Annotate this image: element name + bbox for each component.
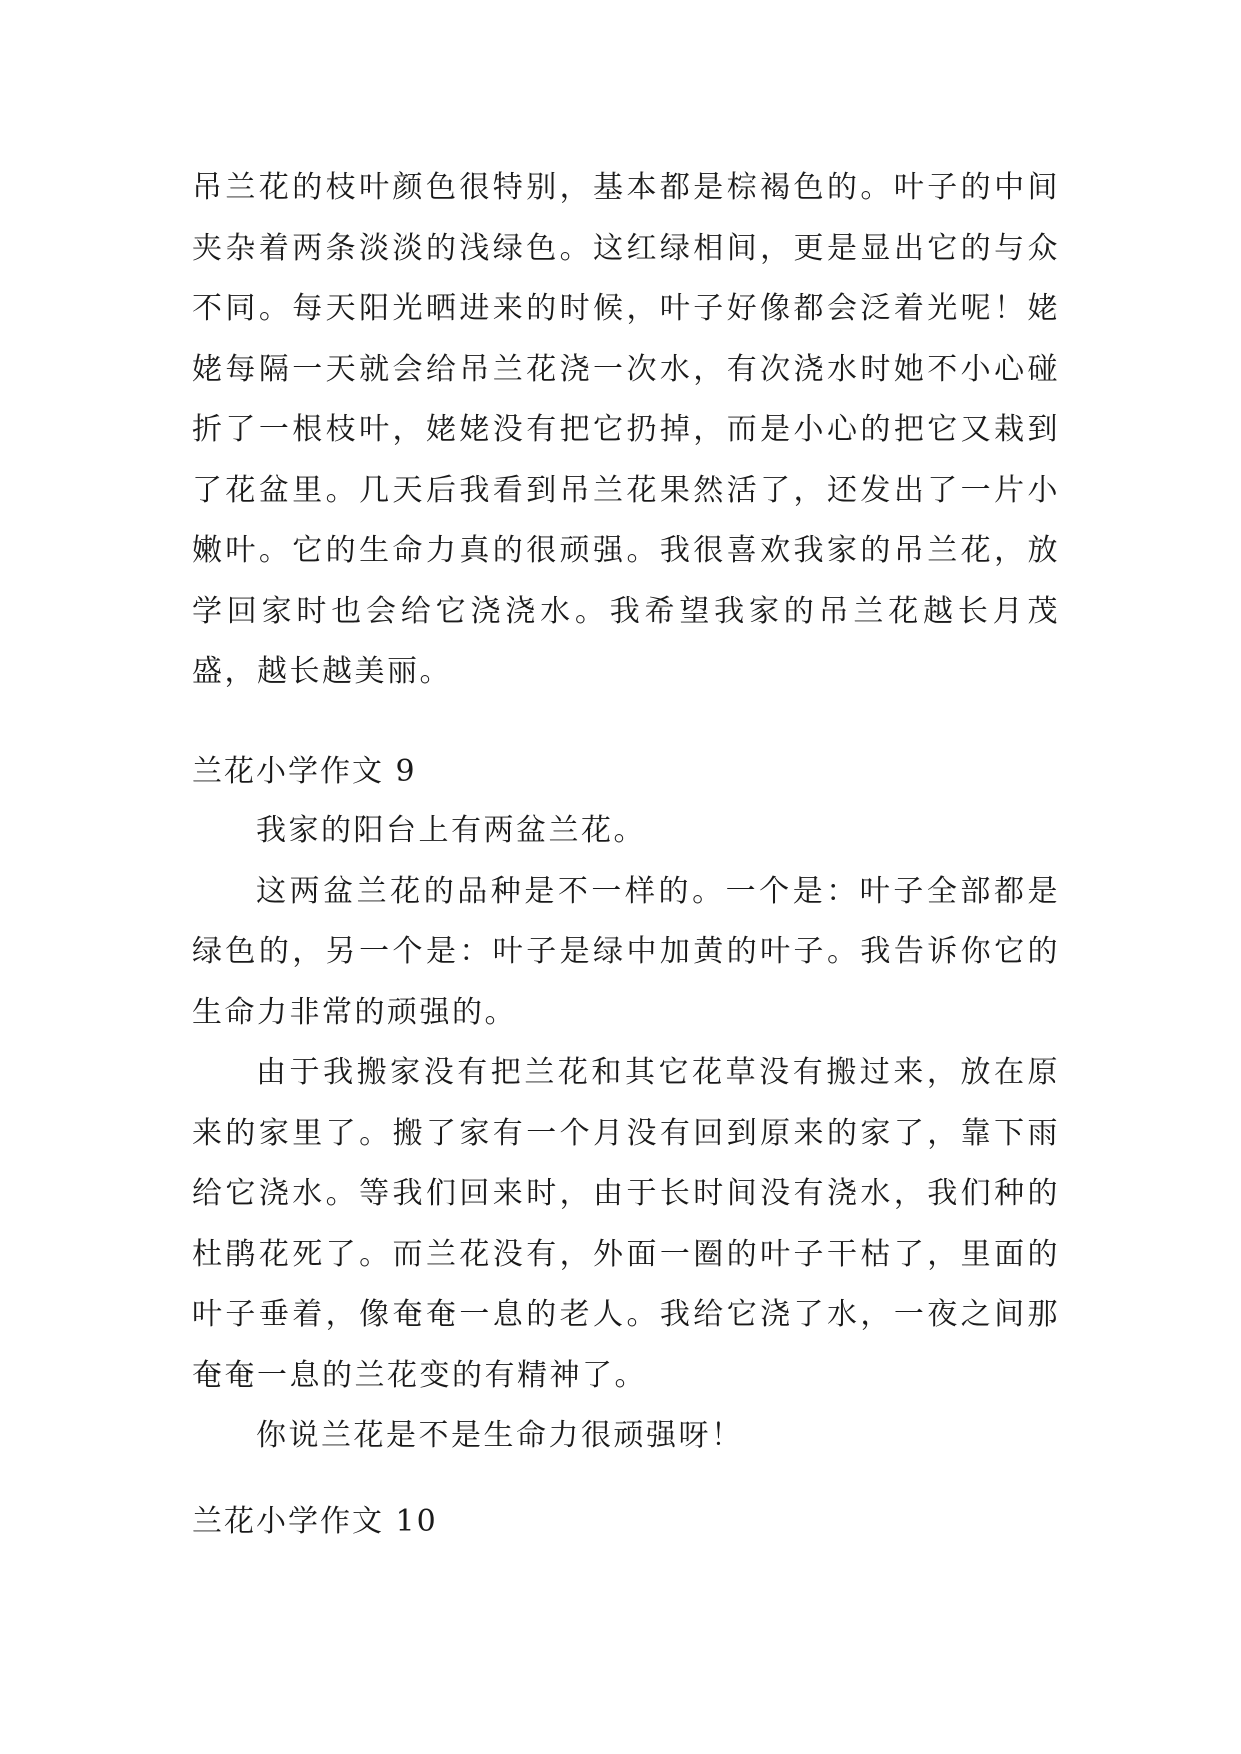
paragraph: 我家的阳台上有两盆兰花。: [256, 813, 646, 848]
continuation-text: [192, 158, 1060, 703]
paragraph: 你说兰花是不是生命力很顽强呀！: [256, 1418, 744, 1453]
essay-10-title: 兰花小学作文 10: [192, 1504, 438, 1539]
paragraph: 吊兰花的枝叶颜色很特别，基本都是棕褐色的。叶子的中间夹杂着两条淡淡的浅绿色。这红绿相间，更是显出它的与众不同。每天阳光晒进来的时候，叶子好像都会泛着光呢！姥姥每隔一天就会给吊兰花浇一次水，有次浇水时她不小心碰折了一根枝叶，姥姥没有把它扔掉，而是小心的把它又栽到了花盆里。几天后我看到吊兰花果然活了，还发出了一片小嫩叶。它的生命力真的很顽强。我很喜欢我家的吊兰花，放学回家时也会给它浇浇水。我希望我家的吊兰花越长月茂盛，越长越美丽。: [192, 170, 1060, 689]
essay-9-title: 兰花小学作文 9: [192, 754, 417, 789]
paragraph: 由于我搬家没有把兰花和其它花草没有搬过来，放在原来的家里了。搬了家有一个月没有回到原来的家了，靠下雨给它浇水。等我们回来时，由于长时间没有浇水，我们种的杜鹃花死了。而兰花没有，外面一圈的叶子干枯了，里面的叶子垂着，像奄奄一息的老人。我给它浇了水，一夜之间那奄奄一息的兰花变的有精神了。: [192, 1055, 1060, 1393]
paragraph: 这两盆兰花的品种是不一样的。一个是：叶子全部都是绿色的，另一个是：叶子是绿中加黄的叶子。我告诉你它的生命力非常的顽强的。: [192, 873, 1060, 1030]
essay-9-body: [192, 801, 1060, 1467]
